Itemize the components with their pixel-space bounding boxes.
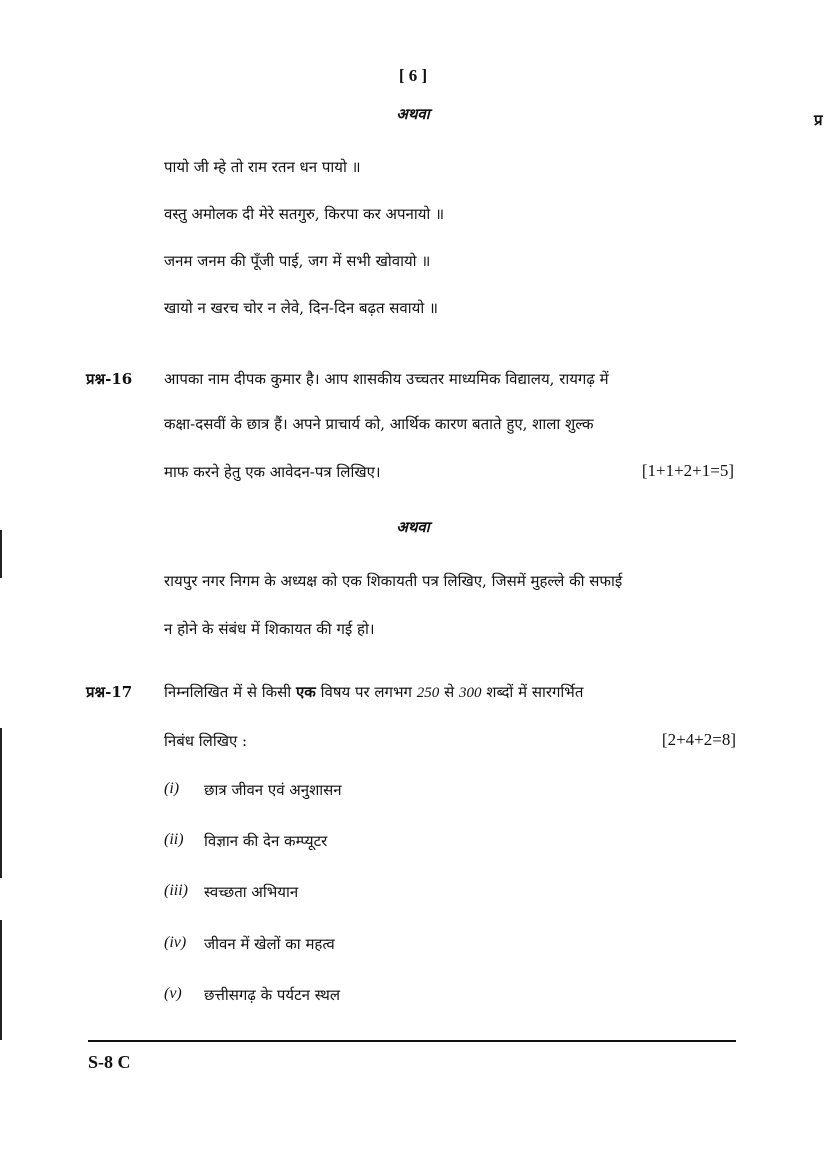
scan-edge-mark-2: [0, 728, 2, 878]
option-2-number: (ii): [164, 831, 184, 848]
question-16-line-2: कक्षा-दसवीं के छात्र हैं। अपने प्राचार्य को, आर्थिक कारण बताते हुए, शाला शुल्क: [164, 415, 594, 433]
option-3-text: स्वच्छता अभियान: [204, 883, 299, 901]
page-number: [ 6 ]: [398, 66, 428, 85]
question-17-line-1: [164, 682, 583, 702]
scan-edge-mark-3: [0, 920, 2, 1040]
q17-text-a: निम्नलिखित में से किसी: [164, 683, 292, 701]
poem-line-4: खायो न खरच चोर न लेवे, दिन-दिन बढ़त सवायो ॥: [164, 299, 438, 317]
option-1-text: छात्र जीवन एवं अनुशासन: [204, 781, 342, 799]
athva-heading-1: अथवा: [396, 105, 430, 123]
scan-edge-mark-1: [0, 530, 2, 578]
q17-text-d: शब्दों में सारगर्भित: [486, 683, 584, 701]
question-17-label: प्रश्न-17: [86, 683, 133, 701]
footer-rule: [88, 1040, 736, 1042]
question-16-alt-line-2: न होने के संबंध में शिकायत की गई हो।: [164, 620, 375, 638]
question-16-line-1: आपका नाम दीपक कुमार है। आप शासकीय उच्चतर माध्यमिक विद्यालय, रायगढ़ में: [164, 370, 609, 388]
poem-line-3: जनम जनम की पूँजी पाई, जग में सभी खोवायो ॥: [164, 252, 431, 270]
option-5-text: छत्तीसगढ़ के पर्यटन स्थल: [204, 986, 341, 1004]
option-4-number: (iv): [164, 934, 187, 951]
option-1-number: (i): [164, 780, 180, 797]
q17-bold-word: एक: [295, 683, 316, 701]
q17-number-300: 300: [458, 685, 482, 701]
option-4-text: जीवन में खेलों का महत्व: [204, 935, 335, 953]
question-16-marks: [1+1+2+1=5]: [641, 461, 734, 480]
q17-number-250: 250: [416, 685, 440, 701]
question-17-marks: [2+4+2=8]: [661, 730, 736, 749]
q17-text-c: से: [444, 683, 455, 701]
poem-line-2: वस्तु अमोलक दी मेरे सतगुरु, किरपा कर अपनायो ॥: [164, 205, 445, 223]
question-16-alt-line-1: रायपुर नगर निगम के अध्यक्ष को एक शिकायती पत्र लिखिए, जिसमें मुहल्ले की सफाई: [164, 572, 623, 590]
option-5-number: (v): [164, 985, 182, 1002]
question-17-line-2: निबंध लिखिए :: [164, 732, 248, 750]
cropped-margin-text: प्र: [814, 113, 823, 129]
option-2-text: विज्ञान की देन कम्प्यूटर: [204, 832, 328, 850]
athva-heading-2: अथवा: [396, 518, 430, 536]
q17-text-b: विषय पर लगभग: [320, 683, 412, 701]
footer-code: S-8 C: [88, 1052, 131, 1072]
option-3-number: (iii): [164, 882, 188, 899]
question-16-line-3: माफ करने हेतु एक आवेदन-पत्र लिखिए।: [164, 463, 381, 481]
poem-line-1: पायो जी म्हे तो राम रतन धन पायो ॥: [164, 158, 361, 176]
question-16-label: प्रश्न-16: [86, 370, 133, 388]
